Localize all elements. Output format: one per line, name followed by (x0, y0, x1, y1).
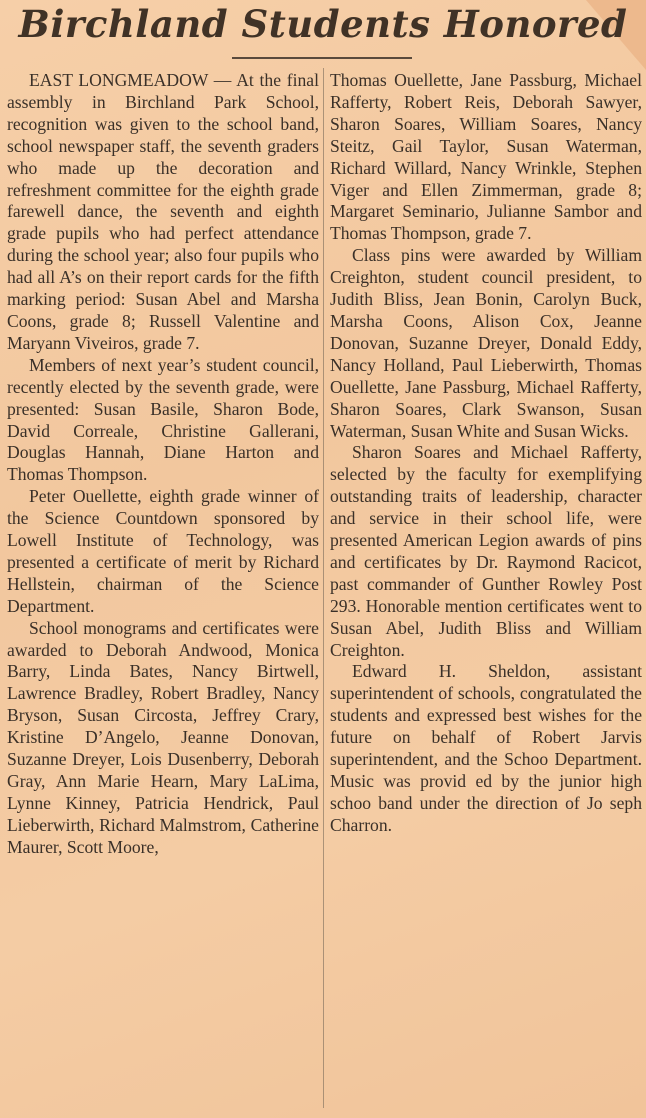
paragraph-6: Class pins were awarded by William Creighton, student council president, to Judith Bliss, Jean Bonin, Carolyn Buck, Marsha Coons, Alison Cox, Jeanne Donovan, Suzanne Dreyer, Donald Eddy, Nancy Holland, Paul Lieberwirth, Thomas Ouellette, Jane Passburg, Michael Rafferty, Sharon Soares, Clark Swanson, Susan Waterman, Susan White and Susan Wicks. (330, 245, 642, 441)
column-divider (323, 68, 324, 1108)
paragraph-4: School monograms and certificates were awarded to Deborah Andwood, Monica Barry, Linda Bates, Nancy Birtwell, Lawrence Bradley, Robert Bradley, Nancy Bryson, Susan Circosta, Jeffrey Crary, Kristine D’Angelo, Jeanne Donovan, Suzanne Dreyer, Lois Dusenberry, Deborah Gray, Ann Marie Hearn, Mary LaLima, Lynne Kinney, Patricia Hendrick, Paul Lieberwirth, Richard Malmstrom, Catherine Maurer, Scott Moore, (7, 617, 319, 857)
paragraph-text: At the final assembly in Birchland Park School, recognition was given to the school band, school newspaper staff, the seventh graders who made up the decoration and refreshment committee for the eighth grade farewell dance, the seventh and eighth grade pupils who had perfect attendance during the school year; also four pupils who had all A’s on their report cards for the fifth marking period: Susan Abel and Marsha Coons, grade 8; Russell Valentine and Maryann Viveiros, grade 7. (7, 70, 319, 353)
paragraph-2: Members of next year’s student council, recently elected by the seventh grade, were presented: Susan Basile, Sharon Bode, David Correale, Christine Gallerani, Douglas Hannah, Diane Harton and Thomas Thompson. (7, 354, 319, 485)
headline: Birchland Students Honored (18, 2, 628, 46)
column-left (7, 70, 319, 859)
paragraph-7: Sharon Soares and Michael Rafferty, selected by the faculty for exemplifying outstanding traits of leadership, character and service in their school life, were presented American Legion awards of pins and certificates by Dr. Raymond Racicot, past commander of Gunther Rowley Post 293. Honorable mention certificates went to Susan Abel, Judith Bliss and William Creighton. (330, 442, 642, 660)
dateline: EAST LONGMEADOW — (29, 70, 232, 90)
paragraph-5: Thomas Ouellette, Jane Passburg, Michael Rafferty, Robert Reis, Deborah Sawyer, Sharon Soares, William Soares, Nancy Steitz, Gail Taylor, Susan Waterman, Richard Willard, Nancy Wrinkle, Stephen Viger and Ellen Zimmerman, grade 8; Margaret Seminario, Julianne Sambor and Thomas Thompson, grade 7. (330, 70, 642, 244)
paragraph-3: Peter Ouellette, eighth grade winner of the Science Countdown sponsored by Lowell Institute of Technology, was presented a certificate of merit by Richard Hellstein, chairman of the Science Department. (7, 486, 319, 616)
paragraph-8: Edward H. Sheldon, assistant superintendent of schools, congratulated the students and expressed best wishes for the future on behalf of Robert Jarvis superintendent, and the Schoo Department. Music was provid ed by the junior high schoo band under the direction of Jo seph Charron. (330, 661, 642, 835)
headline-rule (232, 57, 412, 59)
paragraph-1 (7, 70, 319, 355)
column-right (330, 70, 642, 837)
